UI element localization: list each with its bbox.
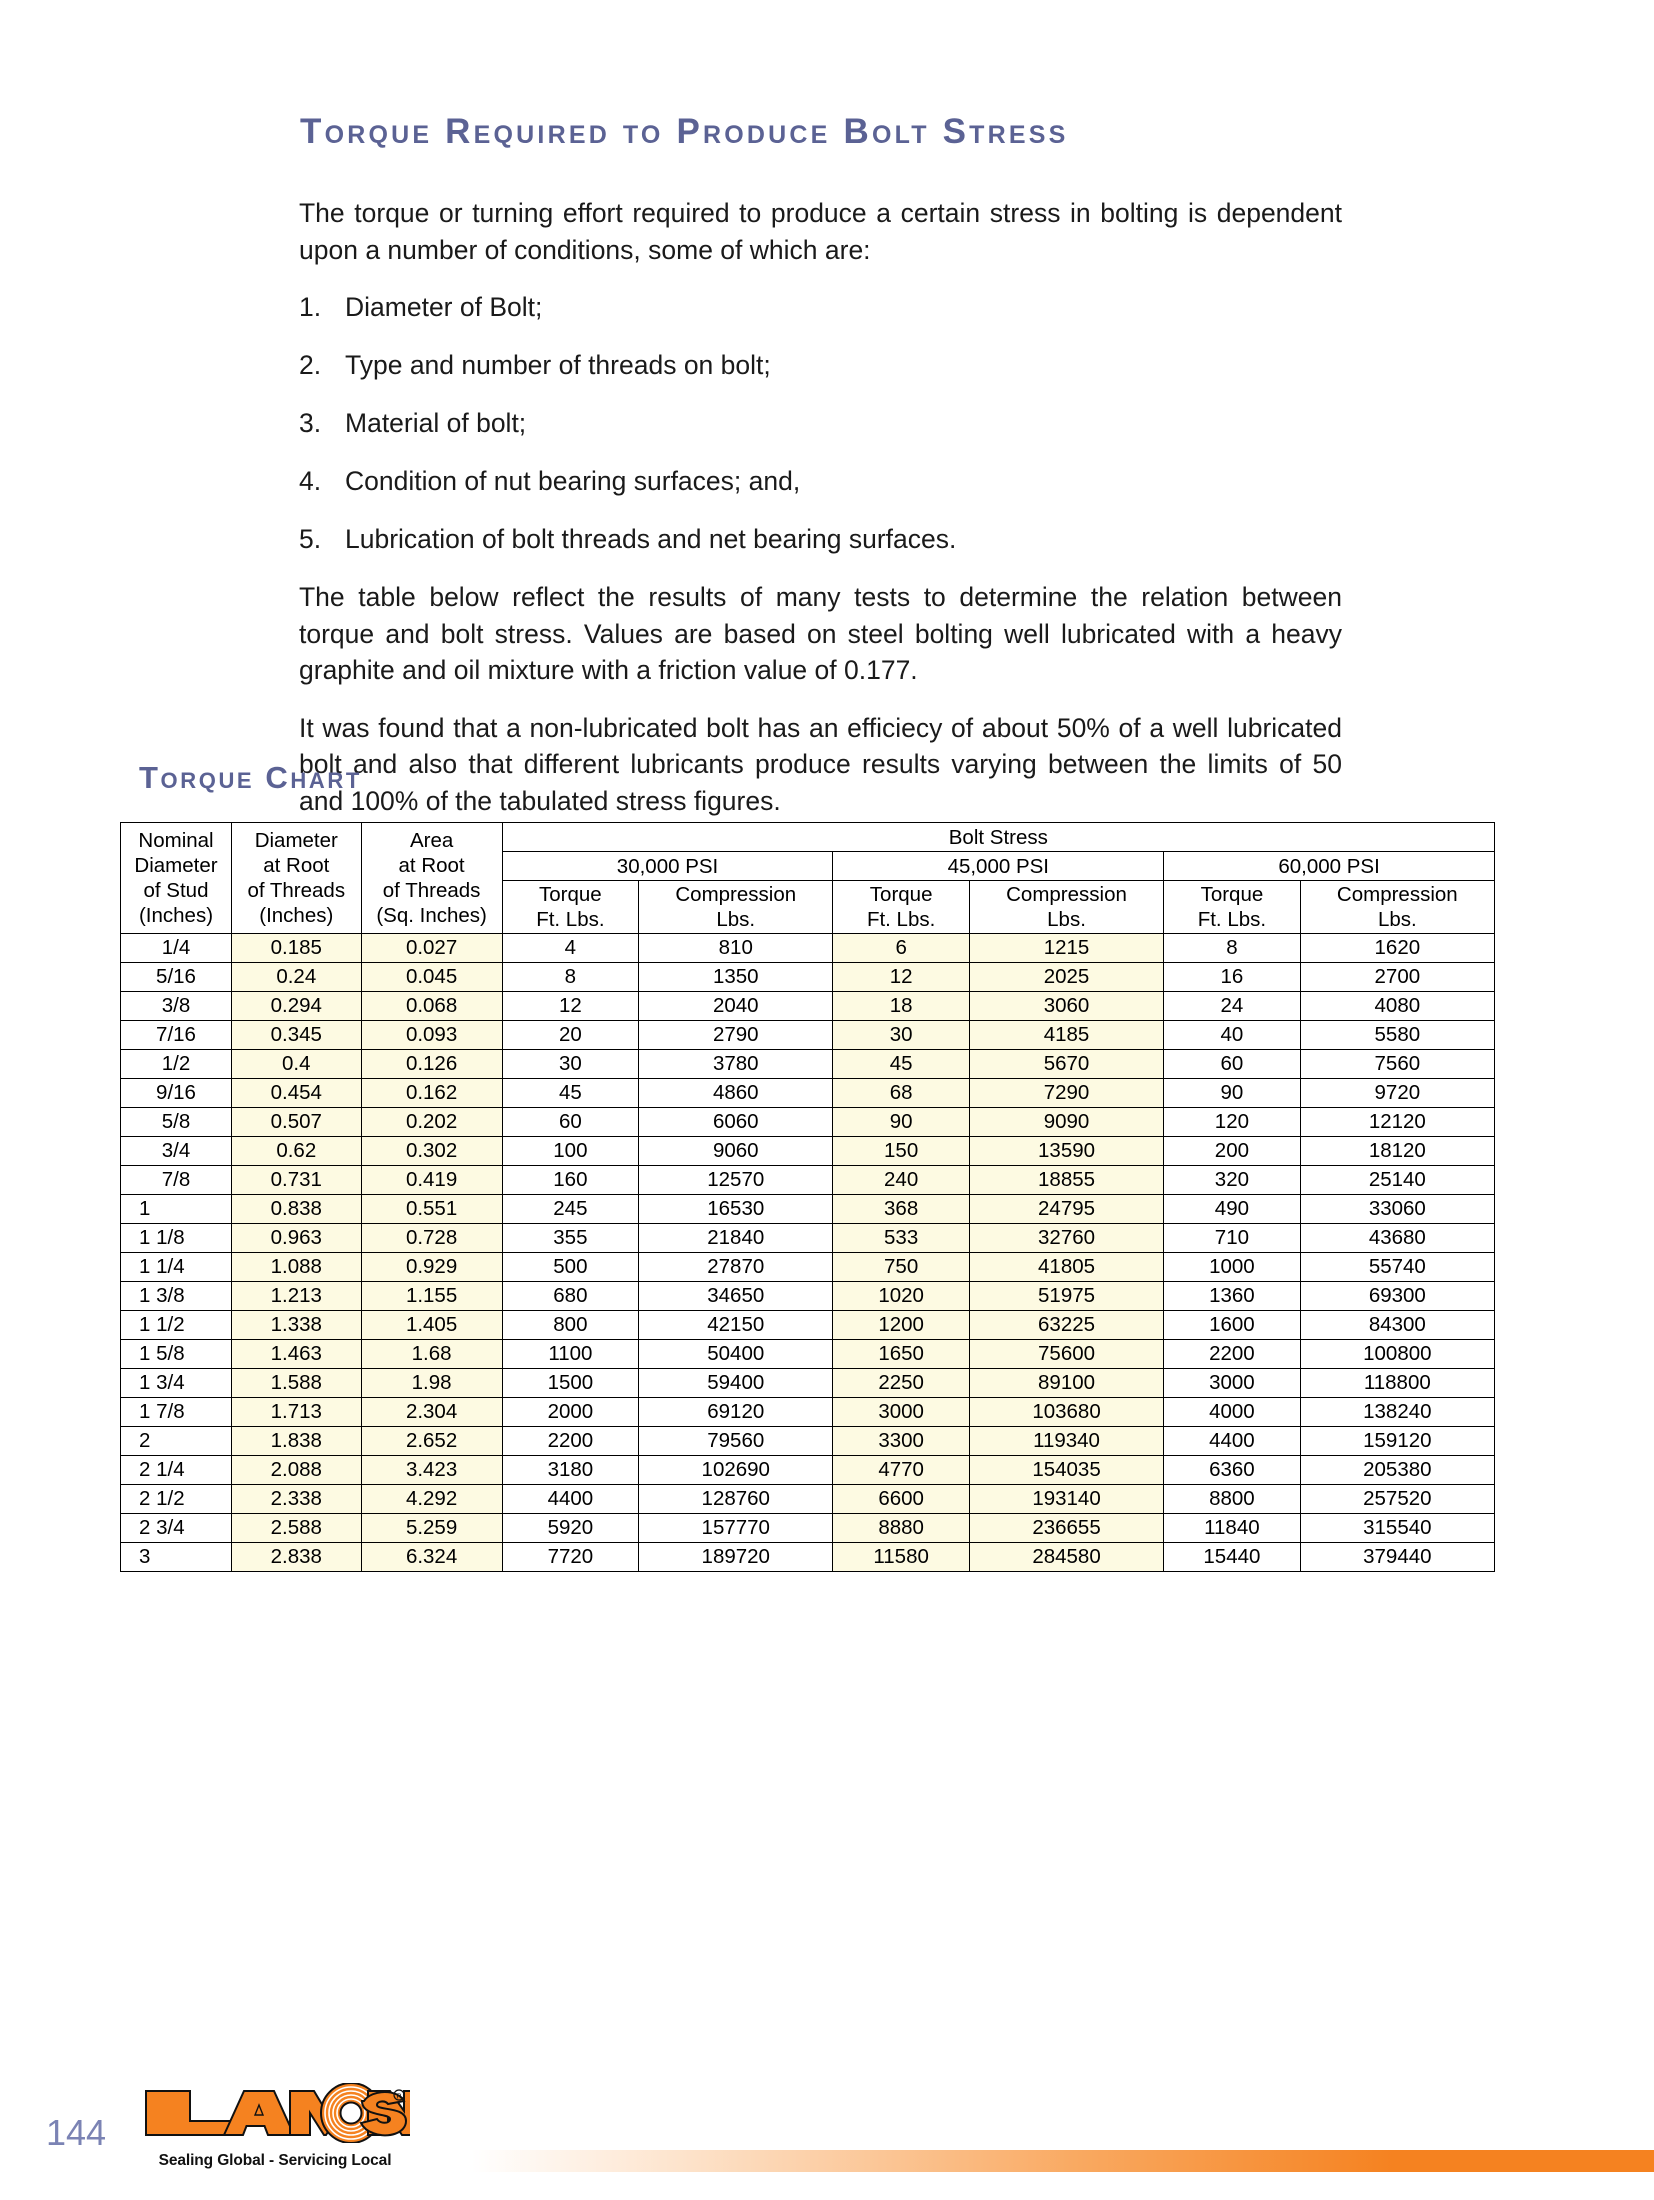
cell-torque-60000: 4400 [1164, 1427, 1300, 1456]
cell-root-diameter: 0.454 [232, 1079, 362, 1108]
cell-root-diameter: 1.338 [232, 1311, 362, 1340]
cell-compression-30000: 3780 [639, 1050, 833, 1079]
cell-torque-45000: 3300 [833, 1427, 969, 1456]
list-item-number: 3. [299, 408, 322, 438]
cell-torque-45000: 2250 [833, 1369, 969, 1398]
subheader-compression-60000: Compression Lbs. [1300, 881, 1494, 934]
table-row [121, 934, 1495, 963]
cell-root-area: 2.304 [361, 1398, 502, 1427]
list-item-label: Condition of nut bearing surfaces; and, [345, 466, 801, 496]
cell-compression-60000: 4080 [1300, 992, 1494, 1021]
cell-torque-45000: 150 [833, 1137, 969, 1166]
cell-torque-30000: 800 [502, 1311, 638, 1340]
cell-compression-60000: 118800 [1300, 1369, 1494, 1398]
cell-compression-60000: 205380 [1300, 1456, 1494, 1485]
cell-torque-60000: 120 [1164, 1108, 1300, 1137]
cell-torque-30000: 7720 [502, 1543, 638, 1572]
table-row [121, 1369, 1495, 1398]
cell-root-area: 0.068 [361, 992, 502, 1021]
cell-nominal-diameter: 1 3/8 [121, 1282, 232, 1311]
logo-tagline: Sealing Global - Servicing Local [158, 2152, 392, 2169]
cell-nominal-diameter: 5/8 [121, 1108, 232, 1137]
cell-compression-30000: 2790 [639, 1021, 833, 1050]
cell-nominal-diameter: 1 [121, 1195, 232, 1224]
cell-root-diameter: 0.62 [232, 1137, 362, 1166]
cell-root-diameter: 0.507 [232, 1108, 362, 1137]
cell-root-diameter: 1.213 [232, 1282, 362, 1311]
cell-torque-30000: 30 [502, 1050, 638, 1079]
list-item-label: Material of bolt; [345, 408, 527, 438]
cell-torque-45000: 3000 [833, 1398, 969, 1427]
column-header-root-area: Area at Root of Threads (Sq. Inches) [361, 823, 502, 934]
cell-torque-30000: 1500 [502, 1369, 638, 1398]
list-item-number: 1. [299, 292, 322, 322]
column-header-root-diameter: Diameter at Root of Threads (Inches) [232, 823, 362, 934]
cell-compression-45000: 32760 [969, 1224, 1163, 1253]
cell-root-diameter: 2.338 [232, 1485, 362, 1514]
table-row [121, 1282, 1495, 1311]
cell-torque-30000: 8 [502, 963, 638, 992]
cell-compression-30000: 34650 [639, 1282, 833, 1311]
cell-torque-45000: 750 [833, 1253, 969, 1282]
intro-body [299, 195, 1342, 819]
cell-compression-45000: 24795 [969, 1195, 1163, 1224]
cell-torque-30000: 680 [502, 1282, 638, 1311]
list-item-number: 5. [299, 524, 322, 554]
cell-root-area: 0.162 [361, 1079, 502, 1108]
cell-compression-30000: 189720 [639, 1543, 833, 1572]
cell-nominal-diameter: 1 1/2 [121, 1311, 232, 1340]
table-row [121, 1485, 1495, 1514]
cell-compression-45000: 41805 [969, 1253, 1163, 1282]
cell-compression-60000: 18120 [1300, 1137, 1494, 1166]
cell-compression-45000: 13590 [969, 1137, 1163, 1166]
cell-compression-30000: 42150 [639, 1311, 833, 1340]
cell-torque-60000: 8 [1164, 934, 1300, 963]
cell-torque-30000: 100 [502, 1137, 638, 1166]
cell-torque-30000: 4 [502, 934, 638, 963]
cell-torque-60000: 11840 [1164, 1514, 1300, 1543]
cell-torque-45000: 6600 [833, 1485, 969, 1514]
cell-root-diameter: 0.345 [232, 1021, 362, 1050]
cell-nominal-diameter: 1 7/8 [121, 1398, 232, 1427]
cell-compression-45000: 284580 [969, 1543, 1163, 1572]
cell-compression-60000: 69300 [1300, 1282, 1494, 1311]
list-item [299, 405, 1342, 441]
cell-compression-60000: 315540 [1300, 1514, 1494, 1543]
cell-root-diameter: 0.294 [232, 992, 362, 1021]
cell-compression-60000: 12120 [1300, 1108, 1494, 1137]
cell-nominal-diameter: 3/8 [121, 992, 232, 1021]
cell-torque-60000: 710 [1164, 1224, 1300, 1253]
stress-group-45000: 45,000 PSI [833, 852, 1164, 881]
cell-root-diameter: 1.088 [232, 1253, 362, 1282]
list-item [299, 289, 1342, 325]
cell-torque-45000: 1200 [833, 1311, 969, 1340]
cell-torque-60000: 200 [1164, 1137, 1300, 1166]
cell-compression-45000: 236655 [969, 1514, 1163, 1543]
cell-compression-30000: 69120 [639, 1398, 833, 1427]
cell-torque-45000: 240 [833, 1166, 969, 1195]
column-group-header-bolt-stress: Bolt Stress [502, 823, 1494, 852]
cell-nominal-diameter: 5/16 [121, 963, 232, 992]
lamons-logo [140, 2083, 410, 2170]
table-row [121, 1311, 1495, 1340]
cell-nominal-diameter: 1 3/4 [121, 1369, 232, 1398]
cell-torque-30000: 12 [502, 992, 638, 1021]
cell-torque-30000: 4400 [502, 1485, 638, 1514]
cell-nominal-diameter: 1/4 [121, 934, 232, 963]
stress-group-30000: 30,000 PSI [502, 852, 833, 881]
cell-compression-45000: 75600 [969, 1340, 1163, 1369]
cell-root-area: 0.093 [361, 1021, 502, 1050]
intro-paragraph-1: The torque or turning effort required to produce a certain stress in bolting is dependent upon a number of conditions, some of which are: [299, 198, 1342, 265]
cell-torque-45000: 533 [833, 1224, 969, 1253]
cell-root-diameter: 0.963 [232, 1224, 362, 1253]
cell-compression-60000: 257520 [1300, 1485, 1494, 1514]
table-header [121, 823, 1495, 934]
cell-root-diameter: 0.185 [232, 934, 362, 963]
list-item-number: 2. [299, 350, 322, 380]
table-row [121, 1050, 1495, 1079]
cell-compression-30000: 12570 [639, 1166, 833, 1195]
cell-root-diameter: 1.463 [232, 1340, 362, 1369]
cell-root-area: 0.929 [361, 1253, 502, 1282]
cell-torque-45000: 11580 [833, 1543, 969, 1572]
cell-compression-45000: 103680 [969, 1398, 1163, 1427]
cell-root-area: 1.98 [361, 1369, 502, 1398]
cell-root-area: 0.419 [361, 1166, 502, 1195]
cell-torque-45000: 4770 [833, 1456, 969, 1485]
table-row [121, 1079, 1495, 1108]
cell-torque-30000: 355 [502, 1224, 638, 1253]
cell-torque-30000: 2200 [502, 1427, 638, 1456]
cell-root-area: 4.292 [361, 1485, 502, 1514]
table-row [121, 1166, 1495, 1195]
table-row [121, 1340, 1495, 1369]
table-row [121, 1108, 1495, 1137]
cell-compression-30000: 16530 [639, 1195, 833, 1224]
intro-paragraph-3: It was found that a non-lubricated bolt has an efficiecy of about 50% of a well lubricated bolt and also that different lubricants produce results varying between the limits of 50 and 100% of the tabulated stress figures. [299, 712, 1342, 816]
svg-text:R: R [396, 2093, 402, 2101]
cell-compression-30000: 157770 [639, 1514, 833, 1543]
cell-root-diameter: 1.588 [232, 1369, 362, 1398]
cell-torque-30000: 500 [502, 1253, 638, 1282]
cell-compression-60000: 379440 [1300, 1543, 1494, 1572]
cell-root-diameter: 0.838 [232, 1195, 362, 1224]
cell-torque-45000: 18 [833, 992, 969, 1021]
subheader-torque-60000: Torque Ft. Lbs. [1164, 881, 1300, 934]
table-row [121, 1195, 1495, 1224]
cell-compression-60000: 2700 [1300, 963, 1494, 992]
cell-torque-45000: 1650 [833, 1340, 969, 1369]
cell-root-area: 0.728 [361, 1224, 502, 1253]
list-item [299, 463, 1342, 499]
cell-nominal-diameter: 1 5/8 [121, 1340, 232, 1369]
table-row [121, 992, 1495, 1021]
cell-torque-45000: 6 [833, 934, 969, 963]
cell-compression-60000: 84300 [1300, 1311, 1494, 1340]
table-row [121, 1137, 1495, 1166]
cell-root-area: 0.045 [361, 963, 502, 992]
cell-torque-60000: 1000 [1164, 1253, 1300, 1282]
cell-torque-60000: 3000 [1164, 1369, 1300, 1398]
cell-compression-60000: 25140 [1300, 1166, 1494, 1195]
cell-nominal-diameter: 1 1/8 [121, 1224, 232, 1253]
cell-root-area: 0.302 [361, 1137, 502, 1166]
cell-root-area: 1.68 [361, 1340, 502, 1369]
cell-compression-60000: 55740 [1300, 1253, 1494, 1282]
column-header-nominal-diameter: Nominal Diameter of Stud (Inches) [121, 823, 232, 934]
cell-root-diameter: 0.24 [232, 963, 362, 992]
cell-torque-60000: 15440 [1164, 1543, 1300, 1572]
cell-compression-30000: 21840 [639, 1224, 833, 1253]
table-row [121, 1456, 1495, 1485]
torque-chart-table [120, 822, 1495, 1572]
cell-compression-60000: 138240 [1300, 1398, 1494, 1427]
cell-torque-60000: 6360 [1164, 1456, 1300, 1485]
table-row [121, 1253, 1495, 1282]
table-row [121, 963, 1495, 992]
torque-chart-table-wrap [120, 822, 1495, 1572]
cell-root-area: 0.027 [361, 934, 502, 963]
cell-nominal-diameter: 7/16 [121, 1021, 232, 1050]
cell-compression-30000: 50400 [639, 1340, 833, 1369]
cell-compression-45000: 1215 [969, 934, 1163, 963]
cell-root-diameter: 2.588 [232, 1514, 362, 1543]
cell-compression-45000: 63225 [969, 1311, 1163, 1340]
cell-compression-60000: 5580 [1300, 1021, 1494, 1050]
cell-compression-30000: 9060 [639, 1137, 833, 1166]
table-row [121, 1543, 1495, 1572]
cell-compression-30000: 6060 [639, 1108, 833, 1137]
cell-compression-60000: 43680 [1300, 1224, 1494, 1253]
cell-torque-45000: 1020 [833, 1282, 969, 1311]
cell-torque-60000: 60 [1164, 1050, 1300, 1079]
cell-compression-45000: 3060 [969, 992, 1163, 1021]
cell-torque-30000: 3180 [502, 1456, 638, 1485]
cell-compression-30000: 59400 [639, 1369, 833, 1398]
cell-root-diameter: 0.731 [232, 1166, 362, 1195]
cell-compression-45000: 18855 [969, 1166, 1163, 1195]
list-item-label: Type and number of threads on bolt; [345, 350, 771, 380]
table-row [121, 1021, 1495, 1050]
cell-compression-45000: 193140 [969, 1485, 1163, 1514]
cell-torque-60000: 1600 [1164, 1311, 1300, 1340]
cell-torque-30000: 20 [502, 1021, 638, 1050]
page-number: 144 [46, 2112, 107, 2153]
cell-compression-45000: 9090 [969, 1108, 1163, 1137]
list-item-label: Diameter of Bolt; [345, 292, 543, 322]
cell-root-diameter: 1.838 [232, 1427, 362, 1456]
cell-nominal-diameter: 9/16 [121, 1079, 232, 1108]
table-header-row-group [121, 823, 1495, 852]
cell-compression-60000: 9720 [1300, 1079, 1494, 1108]
cell-compression-45000: 89100 [969, 1369, 1163, 1398]
cell-torque-60000: 40 [1164, 1021, 1300, 1050]
cell-root-area: 1.155 [361, 1282, 502, 1311]
list-item [299, 347, 1342, 383]
cell-nominal-diameter: 1 1/4 [121, 1253, 232, 1282]
cell-root-area: 6.324 [361, 1543, 502, 1572]
list-item-label: Lubrication of bolt threads and net bearing surfaces. [345, 524, 957, 554]
cell-torque-30000: 60 [502, 1108, 638, 1137]
cell-nominal-diameter: 2 1/2 [121, 1485, 232, 1514]
cell-compression-30000: 1350 [639, 963, 833, 992]
cell-compression-45000: 7290 [969, 1079, 1163, 1108]
cell-root-area: 2.652 [361, 1427, 502, 1456]
cell-torque-45000: 30 [833, 1021, 969, 1050]
cell-root-area: 0.126 [361, 1050, 502, 1079]
stress-group-60000: 60,000 PSI [1164, 852, 1495, 881]
cell-torque-30000: 5920 [502, 1514, 638, 1543]
cell-nominal-diameter: 2 1/4 [121, 1456, 232, 1485]
cell-torque-45000: 68 [833, 1079, 969, 1108]
cell-compression-30000: 810 [639, 934, 833, 963]
cell-torque-60000: 2200 [1164, 1340, 1300, 1369]
cell-compression-45000: 154035 [969, 1456, 1163, 1485]
list-item-number: 4. [299, 466, 322, 496]
table-row [121, 1224, 1495, 1253]
cell-torque-30000: 45 [502, 1079, 638, 1108]
cell-torque-60000: 90 [1164, 1079, 1300, 1108]
cell-compression-60000: 159120 [1300, 1427, 1494, 1456]
cell-compression-30000: 128760 [639, 1485, 833, 1514]
table-row [121, 1514, 1495, 1543]
cell-torque-30000: 2000 [502, 1398, 638, 1427]
cell-compression-30000: 4860 [639, 1079, 833, 1108]
cell-root-area: 0.202 [361, 1108, 502, 1137]
cell-compression-60000: 7560 [1300, 1050, 1494, 1079]
cell-torque-30000: 1100 [502, 1340, 638, 1369]
cell-compression-45000: 4185 [969, 1021, 1163, 1050]
cell-root-area: 5.259 [361, 1514, 502, 1543]
cell-torque-60000: 490 [1164, 1195, 1300, 1224]
cell-root-diameter: 0.4 [232, 1050, 362, 1079]
table-body [121, 934, 1495, 1572]
conditions-list [299, 289, 1342, 557]
cell-nominal-diameter: 2 3/4 [121, 1514, 232, 1543]
cell-root-diameter: 2.088 [232, 1456, 362, 1485]
table-row [121, 1427, 1495, 1456]
list-item [299, 521, 1342, 557]
page-title: Torque Required to Produce Bolt Stress [300, 112, 1069, 151]
cell-compression-45000: 2025 [969, 963, 1163, 992]
cell-compression-30000: 27870 [639, 1253, 833, 1282]
cell-torque-45000: 45 [833, 1050, 969, 1079]
subheader-torque-45000: Torque Ft. Lbs. [833, 881, 969, 934]
cell-compression-60000: 1620 [1300, 934, 1494, 963]
lamons-wordmark-icon [140, 2083, 410, 2143]
cell-torque-45000: 90 [833, 1108, 969, 1137]
cell-root-diameter: 1.713 [232, 1398, 362, 1427]
cell-compression-45000: 5670 [969, 1050, 1163, 1079]
cell-compression-30000: 2040 [639, 992, 833, 1021]
cell-torque-30000: 245 [502, 1195, 638, 1224]
table-row [121, 1398, 1495, 1427]
cell-compression-30000: 102690 [639, 1456, 833, 1485]
subheader-compression-45000: Compression Lbs. [969, 881, 1163, 934]
cell-torque-45000: 368 [833, 1195, 969, 1224]
cell-torque-45000: 12 [833, 963, 969, 992]
cell-root-area: 0.551 [361, 1195, 502, 1224]
intro-paragraph-2: The table below reflect the results of many tests to determine the relation between torque and bolt stress. Values are based on steel bolting well lubricated with a heavy graphite and oil mixture with a friction value of 0.177. [299, 582, 1342, 685]
cell-compression-30000: 79560 [639, 1427, 833, 1456]
cell-compression-60000: 100800 [1300, 1340, 1494, 1369]
cell-torque-60000: 8800 [1164, 1485, 1300, 1514]
section-heading-torque-chart: Torque Chart [139, 760, 362, 795]
cell-compression-45000: 51975 [969, 1282, 1163, 1311]
cell-nominal-diameter: 3 [121, 1543, 232, 1572]
cell-torque-60000: 1360 [1164, 1282, 1300, 1311]
cell-root-area: 3.423 [361, 1456, 502, 1485]
cell-nominal-diameter: 2 [121, 1427, 232, 1456]
cell-root-diameter: 2.838 [232, 1543, 362, 1572]
cell-torque-30000: 160 [502, 1166, 638, 1195]
cell-torque-60000: 24 [1164, 992, 1300, 1021]
subheader-compression-30000: Compression Lbs. [639, 881, 833, 934]
subheader-torque-30000: Torque Ft. Lbs. [502, 881, 638, 934]
cell-nominal-diameter: 3/4 [121, 1137, 232, 1166]
cell-torque-45000: 8880 [833, 1514, 969, 1543]
cell-compression-45000: 119340 [969, 1427, 1163, 1456]
cell-torque-60000: 16 [1164, 963, 1300, 992]
cell-nominal-diameter: 1/2 [121, 1050, 232, 1079]
cell-nominal-diameter: 7/8 [121, 1166, 232, 1195]
cell-torque-60000: 320 [1164, 1166, 1300, 1195]
cell-torque-60000: 4000 [1164, 1398, 1300, 1427]
footer-accent-bar [472, 2150, 1654, 2172]
cell-root-area: 1.405 [361, 1311, 502, 1340]
cell-compression-60000: 33060 [1300, 1195, 1494, 1224]
